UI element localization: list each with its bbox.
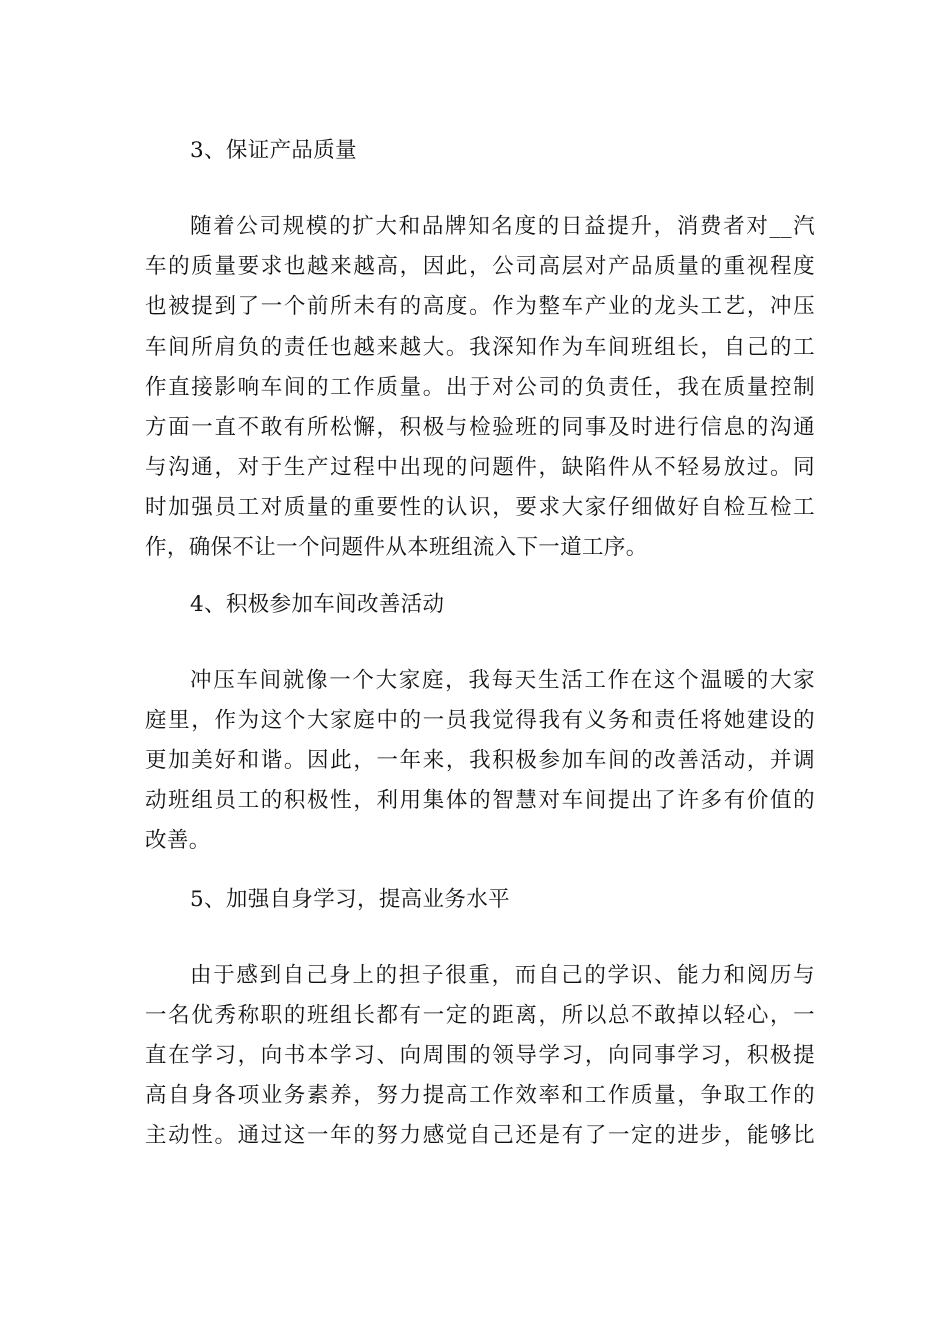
paragraph-line: 作直接影响车间的工作质量。出于对公司的负责任，我在质量控制 [145,375,815,400]
section-heading-3: 3、保证产品质量 [190,138,357,163]
paragraph-line: 冲压车间就像一个大家庭，我每天生活工作在这个温暖的大家 [190,668,815,693]
paragraph-line: 车间所肩负的责任也越来越大。我深知作为车间班组长，自己的工 [145,335,815,360]
paragraph-line: 由于感到自己身上的担子很重，而自己的学识、能力和阅历与 [190,963,815,988]
paragraph-line: 也被提到了一个前所未有的高度。作为整车产业的龙头工艺，冲压 [145,294,815,319]
section-heading-5: 5、加强自身学习，提高业务水平 [190,887,510,912]
paragraph-line: 高自身各项业务素养，努力提高工作效率和工作质量，争取工作的 [145,1083,815,1108]
paragraph-line: 庭里，作为这个大家庭中的一员我觉得我有义务和责任将她建设的 [145,708,815,733]
paragraph-line: 动班组员工的积极性，利用集体的智慧对车间提出了许多有价值的 [145,788,815,813]
paragraph-line: 直在学习，向书本学习、向周围的领导学习，向同事学习，积极提 [145,1043,815,1068]
paragraph-line: 时加强员工对质量的重要性的认识，要求大家仔细做好自检互检工 [145,495,815,520]
paragraph-line: 车的质量要求也越来越高，因此，公司高层对产品质量的重视程度 [145,254,815,279]
section-heading-4: 4、积极参加车间改善活动 [190,592,445,617]
paragraph-line: 与沟通，对于生产过程中出现的问题件，缺陷件从不轻易放过。同 [145,455,815,480]
paragraph-line: 主动性。通过这一年的努力感觉自己还是有了一定的进步，能够比 [145,1123,815,1148]
paragraph-line: 更加美好和谐。因此，一年来，我积极参加车间的改善活动，并调 [145,748,815,773]
paragraph-line: 改善。 [145,828,211,853]
paragraph-line: 随着公司规模的扩大和品牌知名度的日益提升，消费者对__汽 [190,214,815,239]
paragraph-line: 方面一直不敢有所松懈，积极与检验班的同事及时进行信息的沟通 [145,415,815,440]
paragraph-line: 作，确保不让一个问题件从本班组流入下一道工序。 [145,535,648,560]
paragraph-line: 一名优秀称职的班组长都有一定的距离，所以总不敢掉以轻心，一 [145,1003,815,1028]
